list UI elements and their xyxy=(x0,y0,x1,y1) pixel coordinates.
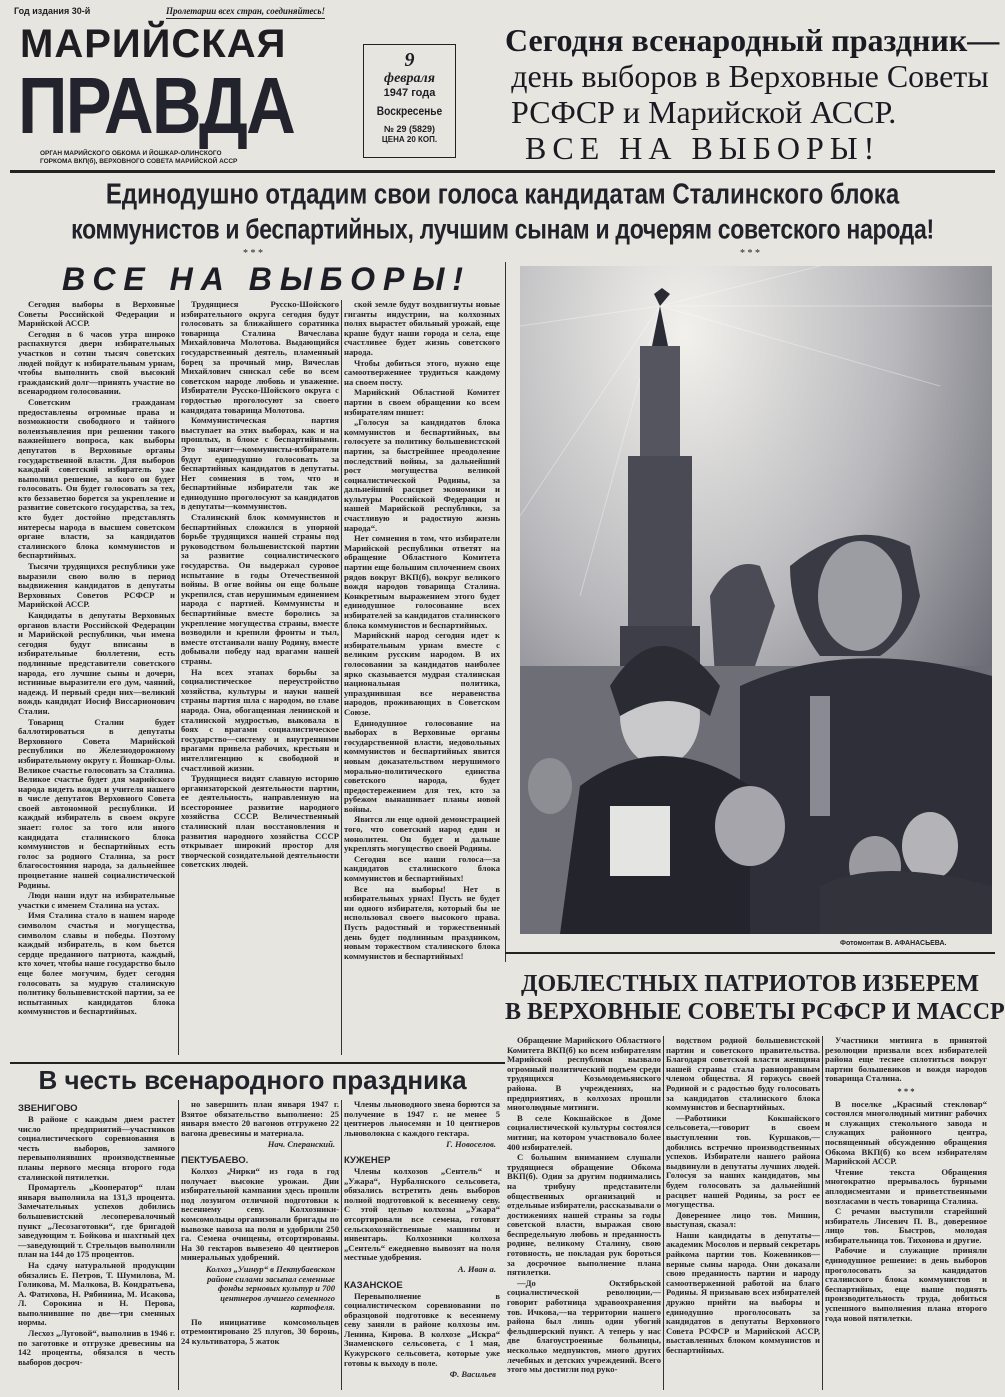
dateline: КАЗАНСКОЕ xyxy=(344,1279,403,1291)
paragraph: —Работники Кокшайского сельсовета,—говорит в своем выступлении тов. Куршаков,—добились встречно производственных успехов. Избиратели нашего района выдвинули в депутаты лучших людей. Голосуя за наших кандидатов, мы будем голосовать за дальнейший расцвет нашей Родины, за рост ее могущества. xyxy=(666,1112,820,1210)
paragraph: В селе Кокшайское в Доме социалистической культуры состоялся митинг, на котором участвовало более 400 избирателей. xyxy=(507,1112,661,1152)
paragraph: Нет сомнения в том, что избиратели Марийской республики ответят на обращение Областного Комитета партии еще большим сплочением своих рядов вокруг ВКП(б), вокруг великого вождя народов товарища Сталина. Конкретным выражением этого будет единодушное голосование всех избирателей за кандидатов сталинского блока коммунистов и беспартийных. xyxy=(344,533,500,630)
holiday-column-1 xyxy=(18,1100,175,1368)
date-box xyxy=(363,44,456,158)
patriots-title-line1: ДОБЛЕСТНЫХ ПАТРИОТОВ ИЗБЕРЕМ xyxy=(520,971,980,997)
separator-stars: * * * xyxy=(740,248,760,259)
paragraph: Участники митинга в принятой резолюции призвали всех избирателей района еще теснее сплотиться вокруг партии большевиков и вождя народов товарища Сталина. xyxy=(825,1035,987,1084)
banner-line2: коммунистов и беспартийных, лучшим сынам и дочерям советского народа! xyxy=(71,213,934,245)
paragraph: * * * xyxy=(897,1085,915,1096)
paragraph: На сдачу натуральной продукции обязались Е. Петров, Т. Шумилова, М. Голикова, М. Малкова, В. Кондратьева, А. Фатихова, Н. Рябинина, М. Исакова, Л. Сорокина и Н. Перова, выполнившие по две—три сменных нормы. xyxy=(18,1259,175,1328)
paragraph: Явится ли еще одной демонстрацией того, что советский народ един и монолитен. Он будет и дальше укреплять могущество своей Родины. xyxy=(344,814,500,854)
editorial-column-3 xyxy=(344,300,500,962)
paragraph: Обращение Марийского Областного Комитета ВКП(б) ко всем избирателям Марийской республики вызвало огромный политический подъем среди трудящихся Козьмодемьянского района. В учреждениях, на предприятиях, в колхозах прошли многолюдные митинги. xyxy=(507,1035,661,1113)
paragraph: Чтение текста Обращения многократно прерывалось бурными аплодисментами и приветственными возгласами в честь товарища Сталина. xyxy=(825,1166,987,1206)
paragraph: Промартель „Кооператор“ план января выполнила на 131,3 процента. Замечательных успехов добились большевистский лесоперевалочный пункт „Лесозаготовки“, где бригадой заведующим т. Бойкова и шахтный цех—заведующий т. Стрельцов выполнили план на 144 до 175 процентов. xyxy=(18,1182,175,1260)
column-divider xyxy=(341,1100,342,1390)
paragraph: „Голосуя за кандидатов блока коммунистов и беспартийных, вы голосуете за политику большевистской партии, за быстрейшее преодоление последствий войны, за дальнейший рост могущества великой социалистической Родины, за дальнейший расцвет экономики и культуры Российской Федерации и нашей Марийской республики, за счастливую и радостную жизнь народа“. xyxy=(344,417,500,533)
column-divider xyxy=(505,262,506,962)
paragraph: На всех этапах борьбы за социалистическое переустройство хозяйства, культуры и науки нашей страны партия шла с народом, во главе народа. Она, обогащенная ленинской и сталинской мудростью, выковала в боях с врагами социалистическое государство—систему и внутренними врагами привела рабочих, крестьян и интеллигенцию к свободной и счастливой жизни. xyxy=(181,666,339,773)
top-headline-line4: ВСЕ НА ВЫБОРЫ! xyxy=(525,130,881,166)
editorial-title: ВСЕ НА ВЫБОРЫ! xyxy=(62,261,471,297)
dateline: ЗВЕНИГОВО xyxy=(18,1103,78,1114)
newspaper-title-line2: ПРАВДА xyxy=(18,61,295,150)
paragraph: По инициативе комсомольцев отремонтировано 25 плугов, 30 боронь, 24 культиватора, 5 жаток xyxy=(181,1316,339,1347)
dateline: ПЕКТУБАЕВО. xyxy=(181,1154,249,1166)
paragraph: Товарищ Сталин будет баллотироваться в депутаты Верховного Совета Марийской республики по Железнодорожному избирательному округу г. Йошкар-Олы. Великое счастье голосовать за Сталина. Великое счастье будет для марийского народа видеть вождя и учителя нашего в числе депутатов Верховного Совета своей автономной республики. И каждый избиратель в своем округе знает: голос за того или иного кандидата сталинского блока коммунистов и беспартийных есть голос за родного Сталина, за рост благосостояния народа, за дальнейшее процветание нашей социалистической Родины. xyxy=(18,716,175,890)
masthead-subtitle xyxy=(40,150,237,166)
column-divider xyxy=(341,300,342,1055)
column-divider xyxy=(663,1036,664,1390)
paragraph: Кандидаты в депутаты Верховных органов власти Российской Федерации и Марийской республики, чьи имена сегодня будут вписаны в избирательные бюллетени, есть подлинные представители советского народа, его лучшие сыны и дочери, истинные выразители его дум, чаяний, надежд. И первый среди них—великий вождь кандидат Иосиф Виссарионович Сталин. xyxy=(18,610,175,716)
paragraph: Единодушное голосование на выборах в Верховные органы государственной власти, недовольных коммунистов и беспартийных явится новым доказательством нерушимого морально-политического единства советского народа, будет предостережением для тех, кто за рубежом вынашивает планы новой войны. xyxy=(344,717,500,814)
issue-number: № 29 (5829) xyxy=(383,124,436,134)
paragraph: Трудящиеся видят славную историю организаторской деятельности партии, ее деятельность, направленную на всестороннее развитие народного хозяйства СССР. Величественный сталинский план восстановления и развития народного хозяйства СССР открывает широкий простор для творческой созидательной деятельности советских людей. xyxy=(181,773,339,870)
dateline: КУЖЕНЕР xyxy=(344,1154,391,1166)
subtitle-line2: ГОРКОМА ВКП(б), ВЕРХОВНОГО СОВЕТА МАРИЙСКОЙ АССР xyxy=(40,158,238,165)
paragraph: Марийский Областной Комитет партии в своем обращении ко всем избирателям пишет: xyxy=(344,387,500,417)
banner-line1: Единодушно отдадим свои голоса кандидатам Сталинского блока xyxy=(105,178,900,211)
column-divider xyxy=(178,1100,179,1390)
year-line: Год издания 30-й xyxy=(14,6,91,16)
top-headline-line1: Сегодня всенародный праздник— xyxy=(505,22,1000,58)
date-year: 1947 года xyxy=(383,87,436,99)
paragraph: Чтобы добиться этого, нужно еще самоотверженнее трудиться каждому на своем посту. xyxy=(344,357,500,387)
paragraph: Лесхоз „Луговой“, выполнив в 1946 г. по заготовке и отгрузке древесины на 142 проценты, обязался в честь выборов досроч- xyxy=(18,1328,175,1367)
paragraph: но завершить план января 1947 г. Взятое обязательство выполнено: 25 января вместо 20 вагонов отгружено 22 вагона древесины и материала. xyxy=(181,1099,339,1138)
paragraph: —До Октябрьской социалистической революции,—говорит работница здравоохранения тов. Ичкова,—на территории нашего района был лишь один убогий фельдшерский пункт. А теперь у нас две благоустроенные больницы, несколько медпунктов, много других лечебных и детских учреждений. Всего этого мы достигли под руко- xyxy=(507,1277,661,1375)
holiday-column-3 xyxy=(344,1100,500,1385)
paragraph: Перевыполнение в социалистическом соревновании по образцовой подготовке к весеннему севу заняли в районе колхозы им. Ленина, Кирова. В колхозе „Искра“ Знаменского сельсовета, с 1 мая, Кужурского сельсовета, которые уже готовы к выходу в поле. xyxy=(344,1290,500,1368)
column-divider xyxy=(822,1036,823,1390)
photo-caption: Фотомонтаж В. АФАНАСЬЕВА. xyxy=(840,940,947,947)
paragraph: Трудящиеся Русско-Шойского избирательного округа сегодня будут голосовать за ближайшего соратника товарища Сталина Вячеслава Михайловича Молотова. Выдающийся государственный деятель, пламенный борец за прочный мир, Вячеслав Михайлович снискал себе во всем советском народе любовь и уважение. Избиратели Русско-Шойского округа с гордостью проголосуют за своего кандидата товарища Молотова. xyxy=(181,299,339,415)
paragraph: Сегодня выборы в Верховные Советы Российской Федерации и Марийской АССР. xyxy=(18,299,175,329)
signature: Нач. Сперанский. xyxy=(267,1139,335,1150)
signature: А. Иван а. xyxy=(457,1263,496,1274)
signature: Колхоз „Ушнур“ в Пектубаевском районе силами засыпал семенные фонды зерновых культур и 700 центнеров лучшего семенного картофеля. xyxy=(205,1263,335,1313)
paragraph: Советским гражданам предоставлены огромные права и возможности свободного и тайного волеизъявления при решении такого важнейшего вопроса, как выборы депутатов в Верховные органы государственной власти. Для выборов каждый советский избиратель уже выполнил решение, за кого он будет голосовать. Он будет голосовать за тех, кто беззаветно борется за укрепление и развитие советского государства, за тех, кто будет достойно представлять интересы народа в высшем советском органе власти, за кандидатов сталинского блока коммунистов и беспартийных. xyxy=(18,396,175,561)
patriots-title-line2: В ВЕРХОВНЫЕ СОВЕТЫ РСФСР И МАССР xyxy=(505,999,1005,1025)
paragraph: ской земле будут воздвигнуты новые гиганты индустрии, на колхозных полях вырастет обильный урожай, еще краше будут наши города и села, еще счастливее будет жизнь советского народа. xyxy=(344,299,500,357)
paragraph: В поселке „Красный стекловар“ состоялся многолюдный митинг рабочих и служащих стекольного завода и служащих районного центра, посвященный обсуждению обращения Обкома ВКП(б) ко всем избирателям Марийской АССР. xyxy=(825,1098,987,1167)
date-day: 9 xyxy=(404,49,415,71)
weekday: Воскресенье xyxy=(376,104,443,118)
holiday-title: В честь всенародного праздника xyxy=(38,1065,467,1095)
top-headline-line2: день выборов в Верховные Советы xyxy=(511,58,989,94)
paragraph: Тысячи трудящихся республики уже выразили свою волю в период выдвижения кандидатов в депутаты Верховных Советов РСФСР и Марийской АССР. xyxy=(18,561,175,610)
holiday-column-2 xyxy=(181,1100,339,1348)
patriots-column-1 xyxy=(507,1036,661,1376)
paragraph: Марийский народ сегодня идет к избирательным урнам вместе с великим русским народом. В их голосовании за кандидатов наиболее ярко сказывается мудрая сталинская национальная политика, упразднившая все неравенства народов, проживающих в Советском Союзе. xyxy=(344,630,500,717)
signature: Ф. Васильев xyxy=(449,1369,496,1380)
paragraph: Имя Сталина стало в нашем народе символом счастья и могущества, символом славы и победы. Поэтому каждый избиратель, в ком бьется сердце преданного патриота, каждый, кто хочет, чтобы наше государство было еще более могучим, будет сегодня голосовать за мудрую сталинскую политику большевистской партии, за ее испытанных кандидатов блока коммунистов и беспартийных. xyxy=(18,910,176,1017)
photo-rule xyxy=(505,952,995,954)
paragraph: Довереннее лицо тов. Мишин, выступая, сказал: xyxy=(666,1209,820,1230)
paragraph: Наши кандидаты в депутаты—академик Мосолов и первый секретарь райкома партии тов. Кожевников—верные сыны народа. Они доказали свою преданность партии и народу самоотверженной работой на благо Родины. Я призываю всех избирателей дружно прийти на выборы и единодушно проголосовать за кандидатов в депутаты Верховного Совета РСФСР и Марийской АССР, выставленных блоком коммунистов и беспартийных. xyxy=(666,1229,820,1355)
paragraph: Рабочие и служащие приняли единодушное решение: в день выборов проголосовать за кандидатов сталинского блока коммунистов и беспартийных, еще выше поднять производительность труда, добиться успешного выполнения плана второго года новой пятилетки. xyxy=(825,1245,987,1323)
patriots-column-2 xyxy=(666,1036,820,1357)
price: ЦЕНА 20 КОП. xyxy=(381,135,438,144)
subtitle-line1: ОРГАН МАРИЙСКОГО ОБКОМА И ЙОШКАР-ОЛИНСКОГО xyxy=(40,150,222,157)
paragraph: водством родной большевистской партии и советского правительства. Благодаря советской власти женщина нашей страны стала равноправным членом общества. Я горжусь своей Родиной и с радостью буду голосовать за кандидатов сталинского блока коммунистов и беспартийных. xyxy=(666,1035,820,1113)
separator-stars: * * * xyxy=(243,248,263,259)
paragraph: Члены колхозов „Сентель“ и „Ужара“, Нурбалнского сельсовета, обязались встретить день выборов полной подготовкой к весеннему севу. С этой целью колхозы „Ужара“ отсортировали все семена, готовят сельскохозяйственные машины и инвентарь. Колхозники колхоза „Сентель“ ежедневно вывозят на поля местные удобрения. xyxy=(344,1165,500,1263)
paragraph: Сталинский блок коммунистов и беспартийных сложился в упорной борьбе трудящихся нашей страны под руководством большевистской партии за развитие социалистического государства. Он выдержал суровое испытание в годы Отечественной войны. В огне войны он еще больше укрепился, став нерушимым единением народа с партией. Коммунисты и беспартийные вместе боролись за укрепление могущества страны, вместе возводили и крепили фронты и тыл, вместе отстаивали нашу Родину, вместе добывали победу над врагами нашей страны. xyxy=(181,512,339,666)
section-rule xyxy=(10,1062,505,1064)
masthead-rule xyxy=(10,170,995,173)
patriots-headline xyxy=(505,970,1005,1026)
paragraph: Колхоз „Чирки“ из года в год получает высокие урожаи. Дни избирательной кампании здесь прошли под лозунгом отличной подготовки к весеннему севу. Колхозники-комсомольцы организовали бригады по вывозке навоза на поля и удобрили 250 га. Семена очищены, отсортированы. На 30 гектаров вывезено 40 центнеров минеральных удобрений. xyxy=(181,1165,339,1263)
paragraph: Все на выборы! Нет в избирательных урнах! Пусть не будет ни одного избирателя, который бы не использовал своего высокого права. Пусть радостный и торжественный день будет подлинным праздником, новым торжеством сталинского блока коммунистов и беспартийных! xyxy=(344,883,500,961)
column-divider xyxy=(178,300,179,1055)
patriots-column-3 xyxy=(825,1036,987,1324)
paragraph: Сегодня в 6 часов утра широко распахнутся двери избирательных участков и сотни тысяч советских людей пойдут к избирательным урнам, чтобы выполнить свой высокий гражданский долг—принять участие во всенародном голосовании. xyxy=(18,328,175,397)
banner-headline xyxy=(0,178,1005,246)
paragraph: Члены льноводного звена борются за получение в 1947 г. не менее 5 центнеров льносемян и 10 центнеров льноволокна с каждого гектара. xyxy=(344,1099,500,1138)
paragraph: Люди наши идут на избирательные участки с именем Сталина на устах. xyxy=(18,890,175,910)
paragraph: Сегодня все наши голоса—за кандидатов сталинского блока коммунистов и беспартийных! xyxy=(344,853,500,884)
paragraph: С большим вниманием слушали трудящиеся обращение Обкома ВКП(б). Один за другим поднимались на трибуну представители общественных организаций и отдельные избиратели, рассказывали о достижениях нашей страны за годы советской власти, выражая свою беспредельную любовь и преданность родине, великому Сталину, свою готовность, не покладая рук бороться за досрочное выполнение плана пятилетки. xyxy=(507,1152,661,1278)
slogan: Пролетарии всех стран, соединяйтесь! xyxy=(166,6,325,19)
date-month: февраля xyxy=(384,71,435,86)
paragraph: Коммунистическая партия выступает на этих выборах, как и на прошлых, в блоке с беспартийными. Это значит—коммунисты-избиратели будут единодушно голосовать за беспартийных кандидатов в депутаты. Нет сомнения в том, что и беспартийные избиратели так же единодушно проголосуют за кандидатов в депутаты—коммунистов. xyxy=(181,415,339,512)
signature: Г. Новоселов. xyxy=(446,1139,496,1150)
paragraph: С речами выступили старейший избиратель Лисевич П. В., доверенное лицо тов. Быстров, молодая избирательница тов. Тихонова и другие. xyxy=(825,1206,987,1245)
editorial-column-2 xyxy=(181,300,339,871)
photomontage-image xyxy=(520,266,992,934)
top-headline xyxy=(505,22,1000,166)
editorial-column-1 xyxy=(18,300,175,1018)
newspaper-title-line1: МАРИЙСКАЯ xyxy=(20,22,287,66)
top-headline-line3: РСФСР и Марийской АССР. xyxy=(511,94,897,130)
paragraph: В районе с каждым днем растет число предприятий—участников социалистического соревнования в честь выборов, замного перевыполнявших производственные планы первого месяца второго года сталинской пятилетки. xyxy=(18,1114,175,1182)
